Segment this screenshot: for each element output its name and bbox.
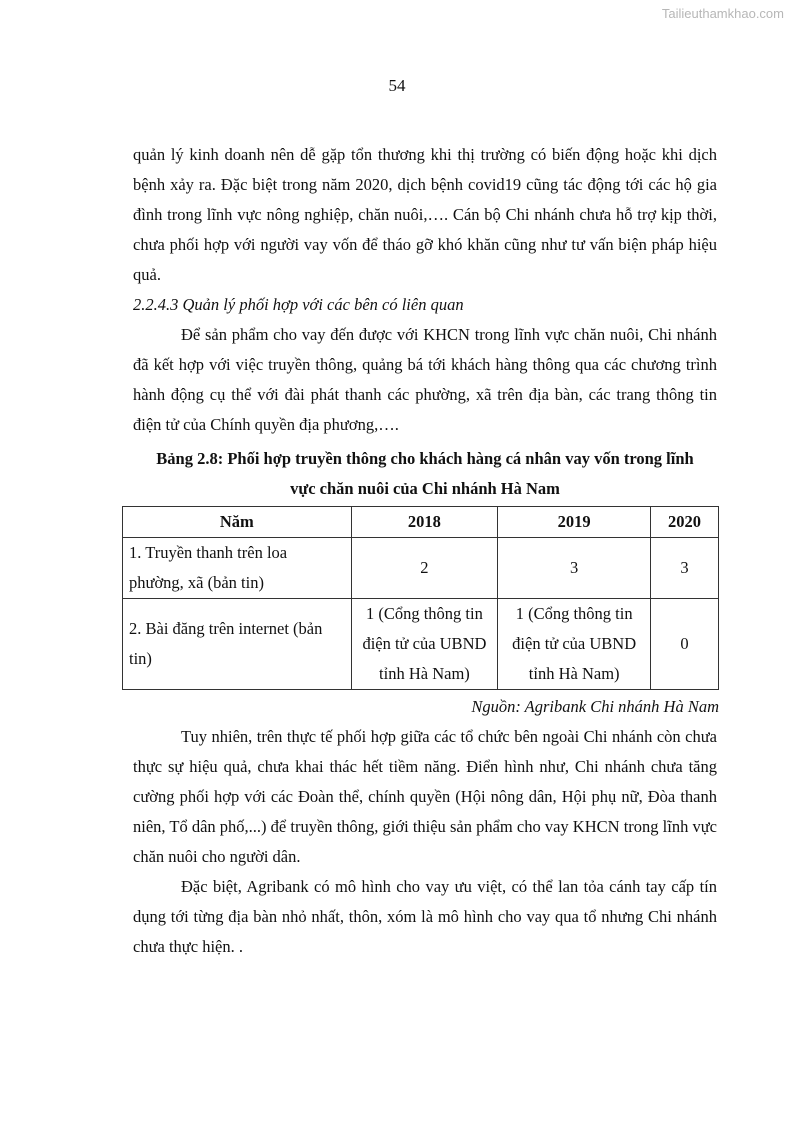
table-row xyxy=(123,538,719,599)
header-2018: 2018 xyxy=(351,507,498,538)
paragraph: Để sản phẩm cho vay đến được với KHCN trong lĩnh vực chăn nuôi, Chi nhánh đã kết hợp với việc truyền thông, quảng bá tới khách hàng thông qua các chương trình hành động cụ thể với đài phát thanh các phường, xã trên địa bàn, các trang thông tin điện tử của Chính quyền địa phương,…. xyxy=(133,325,717,434)
paragraph: Tuy nhiên, trên thực tế phối hợp giữa các tổ chức bên ngoài Chi nhánh còn chưa thực sự hiệu quả, chưa khai thác hết tiềm năng. Điển hình như, Chi nhánh chưa tăng cường phối hợp với các Đoàn thể, chính quyền (Hội nông dân, Hội phụ nữ, Đòa thanh niên, Tổ dân phố,...) để truyền thông, giới thiệu sản phẩm cho vay KHCN trong lĩnh vực chăn nuôi cho người dân. xyxy=(133,727,717,866)
table-row xyxy=(123,599,719,690)
table-header-row xyxy=(123,507,719,538)
cell-2019: 3 xyxy=(498,538,651,599)
data-table xyxy=(122,506,719,690)
paragraph: Đặc biệt, Agribank có mô hình cho vay ưu việt, có thể lan tỏa cánh tay cấp tín dụng tới từng địa bàn nhỏ nhất, thôn, xóm là mô hình cho vay qua tổ nhưng Chi nhánh chưa thực hiện. . xyxy=(133,877,717,956)
cell-2019: 1 (Cổng thông tin điện tử của UBND tỉnh Hà Nam) xyxy=(498,599,651,690)
section-heading: 2.2.4.3 Quản lý phối hợp với các bên có liên quan xyxy=(133,295,464,314)
cell-2020: 0 xyxy=(651,599,719,690)
table-caption-line-2: vực chăn nuôi của Chi nhánh Hà Nam xyxy=(290,479,560,498)
table-caption xyxy=(133,444,717,504)
row-label: 2. Bài đăng trên internet (bản tin) xyxy=(123,599,352,690)
table-source: Nguồn: Agribank Chi nhánh Hà Nam xyxy=(471,697,719,716)
header-2019: 2019 xyxy=(498,507,651,538)
watermark: Tailieuthamkhao.com xyxy=(661,6,784,21)
cell-2018: 1 (Cổng thông tin điện tử của UBND tỉnh Hà Nam) xyxy=(351,599,498,690)
cell-2018: 2 xyxy=(351,538,498,599)
page-number: 54 xyxy=(388,76,406,95)
cell-2020: 3 xyxy=(651,538,719,599)
paragraph: quản lý kinh doanh nên dễ gặp tổn thương khi thị trường có biến động hoặc khi dịch bệnh xảy ra. Đặc biệt trong năm 2020, dịch bệnh covid19 cũng tác động tới các hộ gia đình trong lĩnh vực nông nghiệp, chăn nuôi,…. Cán bộ Chi nhánh chưa hỗ trợ kịp thời, chưa phối hợp với người vay vốn để tháo gỡ khó khăn cũng như tư vấn biện pháp hiệu quả. xyxy=(133,145,717,284)
header-2020: 2020 xyxy=(651,507,719,538)
row-label: 1. Truyền thanh trên loa phường, xã (bản tin) xyxy=(123,538,352,599)
header-year: Năm xyxy=(123,507,352,538)
document-body xyxy=(129,140,719,962)
table-caption-line-1: Bảng 2.8: Phối hợp truyền thông cho khách hàng cá nhân vay vốn trong lĩnh xyxy=(156,449,694,468)
